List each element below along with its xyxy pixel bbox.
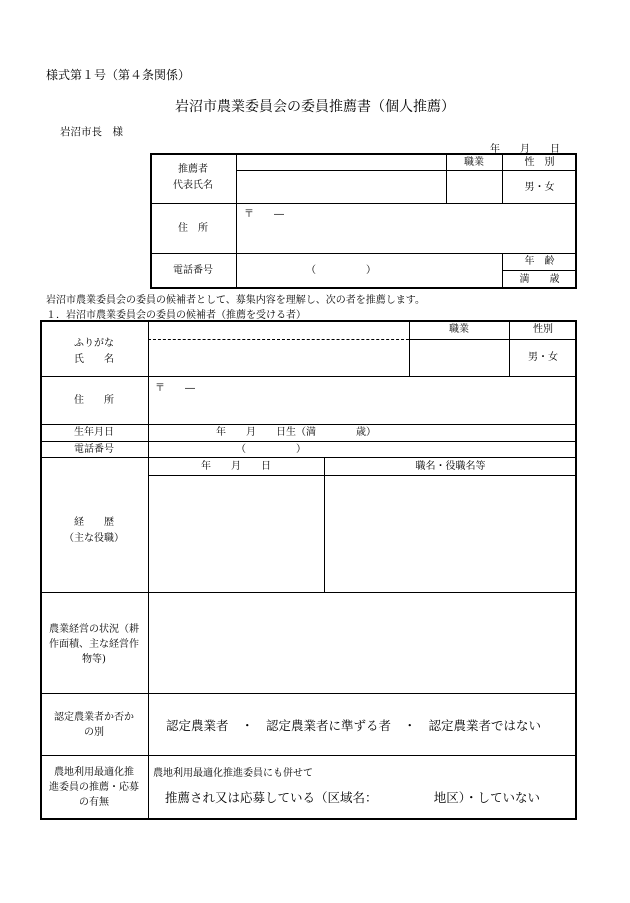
recommender-occupation-field[interactable] <box>448 172 500 202</box>
candidate-name-field[interactable] <box>150 341 407 375</box>
recommender-occupation-label: 職業 <box>464 157 484 168</box>
candidate-occupation-label: 職業 <box>449 324 469 335</box>
promoter-options[interactable]: 推薦され又は応募している（区域名： 地区）・していない <box>165 790 541 805</box>
form-title: 岩沼市農業委員会の委員推薦書（個人推薦） <box>175 99 455 115</box>
candidate-career-label-2: （主な役職） <box>64 533 124 544</box>
candidate-furigana-field[interactable] <box>150 322 407 338</box>
candidate-gender-value[interactable]: 男・女 <box>528 352 558 363</box>
recommender-gender-label: 性 別 <box>524 157 555 168</box>
career-date-header: 年 月 日 <box>201 461 271 472</box>
date-line: 年 月 日 <box>490 144 560 155</box>
candidate-address-field[interactable] <box>150 392 575 423</box>
candidate-name-label: 氏 名 <box>74 354 114 365</box>
recommender-name-label: 推薦者 <box>178 164 208 175</box>
recommender-gender-value[interactable]: 男・女 <box>524 182 555 193</box>
promoter-label-2: 進委員の推薦・応募 <box>49 782 139 793</box>
recommender-phone-label: 電話番号 <box>173 265 213 276</box>
candidate-occupation-field[interactable] <box>411 341 507 375</box>
recommender-age-label: 年 齢 <box>524 256 555 267</box>
candidate-birth-value[interactable]: 年 月 日生（満 歳） <box>216 427 376 438</box>
recommender-name-label-2: 代表氏名 <box>173 180 213 191</box>
promoter-label-3: の有無 <box>79 797 109 808</box>
promoter-note: 農地利用最適化推進委員にも併せて <box>153 768 313 779</box>
candidate-career-label: 経 歴 <box>74 517 114 528</box>
candidate-furigana-label: ふりがな <box>74 338 114 349</box>
certified-label: 認定農業者か否か <box>54 712 134 723</box>
recommender-name-field[interactable] <box>238 155 444 201</box>
recommender-postal: 〒 ― <box>244 209 284 220</box>
form-number: 様式第１号（第４条関係） <box>46 68 191 82</box>
candidate-phone-label: 電話番号 <box>74 444 114 455</box>
candidate-postal: 〒 ― <box>155 383 195 394</box>
career-position-field[interactable] <box>326 477 575 591</box>
recommender-address-field[interactable] <box>238 218 574 251</box>
intro-text: 岩沼市農業委員会の委員の候補者として、募集内容を理解し、次の者を推薦します。 <box>46 295 425 306</box>
certified-label-2: の別 <box>84 727 104 738</box>
promoter-label: 農地利用最適化推 <box>54 767 134 778</box>
section1-title: １．岩沼市農業委員会の委員の候補者（推薦を受ける者） <box>46 310 306 321</box>
farm-status-label-2: 作面積、主な経営作 <box>49 639 139 650</box>
candidate-birth-label: 生年月日 <box>74 427 114 438</box>
recommender-address-label: 住 所 <box>178 223 208 234</box>
farm-status-label-3: 物等) <box>82 654 106 665</box>
candidate-address-label: 住 所 <box>74 395 114 406</box>
career-position-header: 職名・役職名等 <box>415 461 486 472</box>
certified-options[interactable]: 認定農業者 ・ 認定農業者に準ずる者 ・ 認定農業者ではない <box>166 718 542 733</box>
career-date-field[interactable] <box>150 477 322 591</box>
candidate-phone-value[interactable]: （ ） <box>236 444 306 455</box>
addressee: 岩沼市長 様 <box>60 126 123 138</box>
farm-status-field[interactable] <box>150 594 575 692</box>
farm-status-label: 農業経営の状況（耕 <box>49 624 139 635</box>
candidate-gender-label: 性別 <box>533 324 553 335</box>
recommender-age-value[interactable]: 満 歳 <box>519 274 560 285</box>
recommender-phone-value[interactable]: （ ） <box>306 265 376 276</box>
